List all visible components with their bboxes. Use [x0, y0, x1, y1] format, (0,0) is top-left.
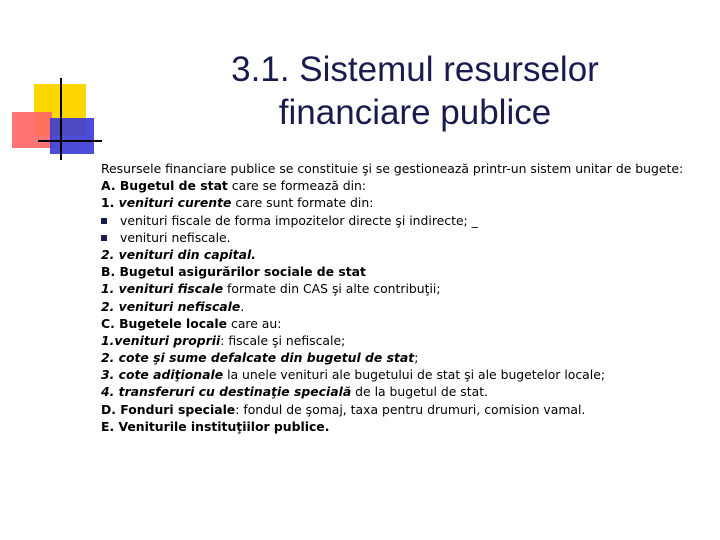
section-b1 [101, 280, 711, 297]
section-b2-text: . [240, 298, 245, 314]
square-bullet-icon [101, 218, 107, 224]
title-line-2: financiare publice [278, 93, 552, 132]
decorative-red-square [12, 112, 52, 148]
bullet-item-2-text: venituri nefiscale. [120, 229, 231, 245]
section-b1-text: formate din CAS şi alte contribuţii; [223, 281, 441, 297]
section-a1-label: venituri curente [114, 195, 232, 211]
section-a-text: care se formează din: [227, 178, 367, 194]
section-c3 [101, 366, 711, 383]
section-c4-label: 4. transferuri cu destinaţie specială [101, 384, 352, 400]
section-c-label: C. Bugetele locale [101, 315, 228, 331]
section-c1 [101, 332, 711, 349]
bullet-item-2 [101, 229, 711, 246]
section-c2-label: 2. cote şi sume defalcate din bugetul de stat [101, 350, 415, 366]
section-b-label: B. Bugetul asigurărilor sociale de stat [101, 264, 366, 280]
title-line-1: 3.1. Sistemul resurselor [231, 50, 599, 89]
section-c2 [101, 349, 711, 366]
section-a1-text: care sunt formate din: [231, 195, 374, 211]
section-c2-text: ; [414, 350, 419, 366]
section-c1-text: : fiscale şi nefiscale; [220, 332, 346, 348]
slide-body [101, 160, 711, 435]
section-a1 [101, 194, 711, 211]
intro-text: Resursele financiare publice se constituie şi se gestionează printr-un sistem unitar de bugete: [101, 161, 684, 176]
section-c [101, 315, 711, 332]
decorative-blue-square [50, 118, 94, 154]
section-a [101, 177, 711, 194]
square-bullet-icon [101, 235, 107, 241]
section-b2 [101, 298, 711, 315]
section-c4 [101, 383, 711, 400]
section-d-text: : fondul de şomaj, taxa pentru drumuri, comision vamal. [235, 401, 586, 417]
section-c3-text: la unele venituri ale bugetului de stat şi ale bugetelor locale; [223, 367, 605, 383]
section-a-label: A. Bugetul de stat [101, 178, 228, 194]
section-a1-number: 1. [101, 195, 115, 211]
section-c4-text: de la bugetul de stat. [351, 384, 488, 400]
section-b2-label: 2. venituri nefiscale [101, 298, 241, 314]
section-d [101, 401, 711, 418]
decorative-vertical-line [60, 78, 62, 160]
bullet-item-1-text: venituri fiscale de forma impozitelor directe şi indirecte; _ [120, 212, 478, 228]
section-d-label: D. Fonduri speciale [101, 401, 236, 417]
section-c3-label: 3. cote adiţionale [101, 367, 224, 383]
section-a2: 2. venituri din capital. [101, 246, 256, 262]
section-e-label: E. Veniturile instituţiilor publice. [101, 418, 330, 434]
decorative-horizontal-line [38, 140, 102, 142]
section-c1-label: 1.venituri proprii [101, 332, 221, 348]
slide-title [135, 48, 695, 134]
section-b1-label: 1. venituri fiscale [101, 281, 224, 297]
section-c-text: care au: [227, 315, 282, 331]
bullet-item-1 [101, 212, 711, 229]
